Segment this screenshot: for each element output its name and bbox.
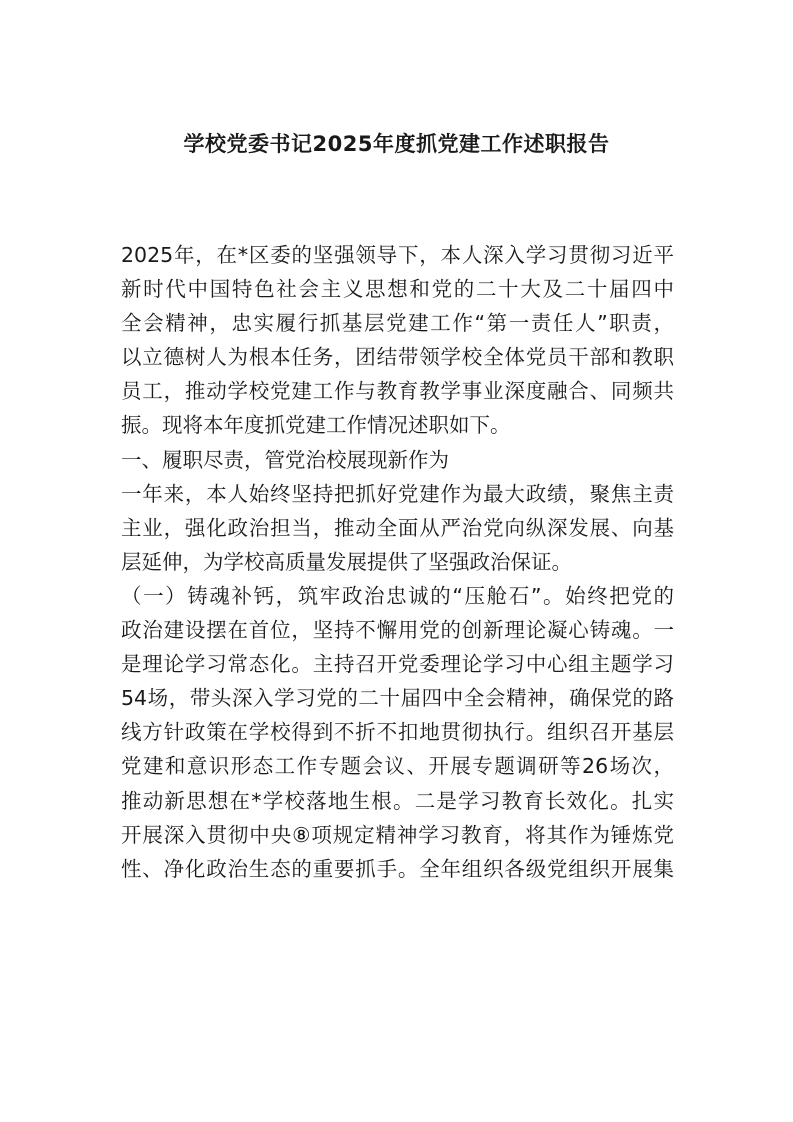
paragraph-line: 振。现将本年度抓党建工作情况述职如下。 <box>121 413 511 438</box>
paragraph-line: 是理论学习常态化。主持召开党委理论学习中心组主题学习 <box>121 652 674 677</box>
page-title: 学校党委书记2025年度抓党建工作述职报告 <box>183 132 610 156</box>
report-body <box>121 238 674 886</box>
paragraph-line: 员工，推动学校党建工作与教育教学事业深度融合、同频共 <box>121 379 674 404</box>
paragraph-line: 开展深入贯彻中央⑧项规定精神学习教育，将其作为锤炼党 <box>121 822 674 847</box>
paragraph-line: 党建和意识形态工作专题会议、开展专题调研等26场次， <box>121 754 674 779</box>
section-heading: 一、履职尽责，管党治校展现新作为 <box>121 447 449 472</box>
paragraph-line: 主业，强化政治担当，推动全面从严治党向纵深发展、向基 <box>121 515 674 540</box>
paragraph-line: 推动新思想在*学校落地生根。二是学习教育长效化。扎实 <box>121 788 674 813</box>
paragraph-line: （一）铸魂补钙，筑牢政治忠诚的“压舱石”。始终把党的 <box>121 583 674 608</box>
paragraph-line: 性、净化政治生态的重要抓手。全年组织各级党组织开展集 <box>121 856 674 881</box>
paragraph-line: 以立德树人为根本任务，团结带领学校全体党员干部和教职 <box>121 345 674 370</box>
paragraph-line: 层延伸，为学校高质量发展提供了坚强政治保证。 <box>121 549 572 574</box>
paragraph-line: 新时代中国特色社会主义思想和党的二十大及二十届四中 <box>121 277 674 302</box>
paragraph-line: 54场，带头深入学习党的二十届四中全会精神，确保党的路 <box>121 686 674 711</box>
paragraph-line: 一年来，本人始终坚持把抓好党建作为最大政绩，聚焦主责 <box>121 481 674 506</box>
paragraph-line: 线方针政策在学校得到不折不扣地贯彻执行。组织召开基层 <box>121 720 674 745</box>
paragraph-line: 全会精神，忠实履行抓基层党建工作“第一责任人”职责， <box>121 311 674 336</box>
paragraph-line: 政治建设摆在首位，坚持不懈用党的创新理论凝心铸魂。一 <box>121 618 674 643</box>
paragraph-line: 2025年，在*区委的坚强领导下，本人深入学习贯彻习近平 <box>121 243 674 267</box>
